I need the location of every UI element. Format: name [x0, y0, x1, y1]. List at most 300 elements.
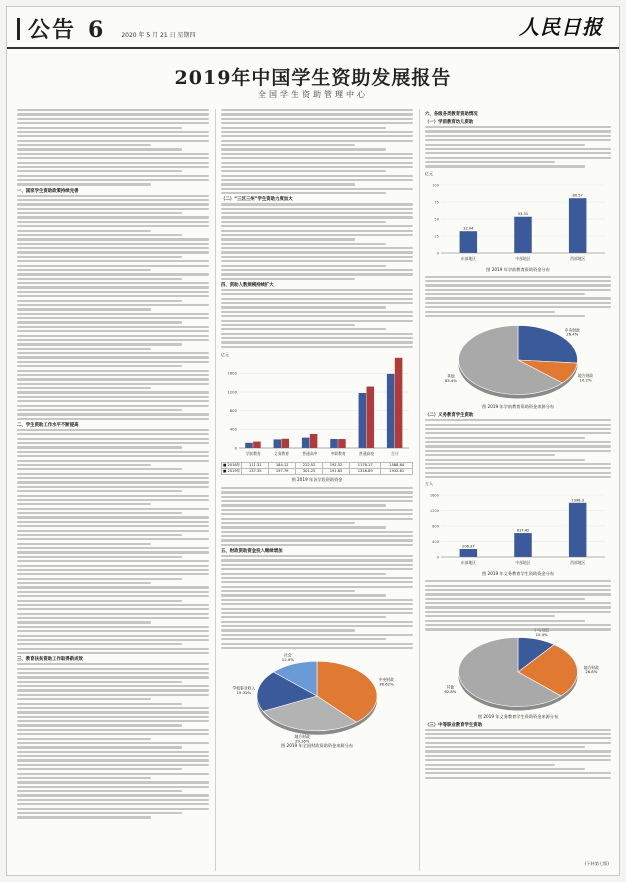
text-line [425, 152, 611, 154]
text-line [17, 378, 209, 380]
table-cell: 1178.17 [349, 462, 380, 468]
pie-value-label: 26.8% [585, 668, 598, 674]
section-heading: 四、资助人数规模持续扩大 [221, 282, 274, 288]
text-line [425, 148, 611, 150]
right-pie-chart-1-svg [425, 320, 611, 400]
page-number: 6 [88, 17, 104, 43]
data-label: 80.57 [572, 193, 583, 198]
text-line [17, 525, 209, 527]
bottom-pie-chart-svg [221, 652, 413, 744]
text-line [221, 188, 413, 190]
text-line [221, 341, 413, 343]
text-line [17, 418, 209, 420]
bar-2018年-中职教育 [330, 439, 338, 448]
x-tick-label: 普通高校 [358, 450, 375, 456]
text-line [17, 265, 209, 267]
bar-2019年-合计 [395, 358, 403, 448]
text-line [425, 289, 611, 291]
text-line [17, 269, 151, 271]
text-line [221, 131, 413, 133]
text-line [221, 157, 413, 159]
section-header [17, 13, 196, 44]
text-line [425, 750, 611, 752]
text-line [17, 153, 209, 155]
text-line [17, 330, 209, 332]
data-label: 32.04 [463, 226, 474, 231]
text-line [17, 538, 209, 540]
text-line [221, 243, 386, 245]
text-line [17, 446, 182, 448]
text-line [425, 620, 585, 622]
text-line [17, 816, 151, 818]
right-bar-chart-2 [425, 481, 611, 577]
table-cell: 111.31 [242, 462, 269, 468]
text-line [17, 512, 182, 514]
text-line [221, 599, 413, 601]
bar-2018年-普通高校 [359, 393, 367, 448]
y-tick-label: 0 [436, 250, 439, 255]
right-bar-chart-1-svg [425, 177, 611, 263]
text-line [17, 278, 182, 280]
text-line [221, 216, 413, 218]
text-line [425, 759, 611, 761]
text-line [17, 361, 209, 363]
text-line [17, 630, 209, 632]
text-line [221, 522, 355, 524]
text-line [17, 326, 209, 328]
x-tick-label: 普通高中 [302, 450, 318, 456]
text-line [425, 602, 611, 604]
text-line [425, 737, 611, 739]
section-heading: （二）义务教育学生资助 [425, 413, 474, 419]
text-line [17, 243, 209, 245]
table-cell: 1316.89 [349, 468, 380, 474]
text-line [425, 157, 611, 159]
text-line [17, 300, 182, 302]
text-line [17, 516, 209, 518]
text-line [221, 535, 413, 537]
y-tick-label: 25 [434, 233, 439, 238]
text-line [221, 504, 386, 506]
text-line [17, 746, 182, 748]
text-line [425, 476, 611, 478]
newspaper-page [6, 6, 620, 876]
text-line [17, 490, 182, 492]
text-block [17, 109, 209, 186]
text-line [425, 297, 611, 299]
text-line [221, 293, 413, 295]
text-line [17, 777, 151, 779]
table-cell: 197.79 [269, 468, 296, 474]
text-line [17, 216, 209, 218]
text-line [17, 724, 182, 726]
pie-value-label: 12.9% [281, 657, 294, 663]
issue-date: 2020 年 5 月 21 日 星期四 [121, 32, 196, 39]
page-title: 2019年中国学生资助发展报告 [174, 67, 452, 89]
text-line [221, 594, 386, 596]
text-line [221, 564, 413, 566]
text-line [17, 635, 209, 637]
text-line [17, 238, 209, 240]
text-line [17, 317, 209, 319]
text-line [17, 343, 182, 345]
text-line [17, 230, 151, 232]
bar-东部地区 [460, 231, 477, 253]
text-line [17, 251, 209, 253]
text-line [17, 808, 209, 810]
text-line [17, 208, 209, 210]
text-line [17, 759, 209, 761]
text-line [17, 604, 209, 606]
text-line [221, 311, 413, 313]
bar-2019年-普通高中 [310, 434, 318, 448]
text-line [221, 203, 413, 205]
table-cell: 137.35 [242, 468, 269, 474]
bar-2018年-普通高中 [302, 438, 310, 448]
text-line [221, 273, 413, 275]
text-block [425, 126, 611, 168]
text-line [17, 648, 209, 650]
column-2 [221, 109, 413, 749]
text-line [17, 652, 209, 654]
text-line [17, 199, 209, 201]
x-tick-label: 东部地区 [460, 560, 476, 566]
text-line [425, 580, 611, 582]
text-line [17, 486, 209, 488]
text-line [17, 286, 209, 288]
text-line [221, 289, 413, 291]
bar-中部地区 [514, 216, 531, 252]
text-line [17, 812, 182, 814]
text-line [17, 131, 209, 133]
text-line [17, 551, 209, 553]
text-line [221, 212, 413, 214]
text-line [17, 582, 151, 584]
text-line [17, 135, 209, 137]
text-line [221, 337, 413, 339]
text-line [425, 729, 611, 731]
text-line [17, 183, 151, 185]
text-line [17, 707, 209, 709]
section-heading: 一、国家学生资助政策持续完善 [17, 188, 79, 194]
text-line [17, 639, 209, 641]
text-block [17, 195, 209, 420]
text-line [221, 559, 413, 561]
text-line [17, 460, 209, 462]
text-block [425, 580, 611, 630]
y-tick-label: 1200 [429, 508, 439, 513]
bar-2018年-义务教育 [274, 439, 282, 448]
pie-value-label: 38.62% [379, 681, 394, 687]
x-tick-label: 西部地区 [570, 255, 586, 261]
text-line [17, 668, 209, 670]
text-line [425, 424, 611, 426]
text-line [17, 547, 209, 549]
text-line [17, 586, 209, 588]
text-line [425, 441, 611, 443]
text-line [17, 127, 182, 129]
text-line [17, 781, 209, 783]
section-heading: （三）中等职业教育学生资助 [425, 722, 483, 728]
text-line [425, 746, 585, 748]
text-line [17, 663, 209, 665]
bar-东部地区 [460, 549, 477, 557]
text-line [221, 629, 355, 631]
text-line [17, 569, 209, 571]
text-line [17, 175, 209, 177]
chart-data-table [221, 462, 413, 475]
text-line [17, 352, 209, 354]
right-bar-chart-1 [425, 171, 611, 273]
text-block [425, 419, 611, 478]
pie-label: 学校事业收入 [232, 685, 256, 691]
text-line [17, 799, 209, 801]
column-1 [17, 109, 209, 819]
text-line [221, 256, 413, 258]
bar-2019年-学前教育 [253, 442, 261, 448]
text-line [221, 328, 386, 330]
pie-value-label: 10.2% [579, 377, 592, 383]
text-line [17, 468, 182, 470]
text-line [221, 608, 413, 610]
text-line [221, 135, 413, 137]
text-line [17, 109, 209, 111]
text-line [425, 284, 611, 286]
bar-2019年-中职教育 [338, 439, 346, 448]
text-line [221, 586, 413, 588]
chart-unit: 万人 [425, 481, 433, 487]
table-cell: 192.52 [323, 462, 350, 468]
text-line [221, 346, 413, 348]
text-line [221, 500, 413, 502]
text-line [17, 113, 209, 115]
text-line [425, 624, 611, 626]
text-line [17, 786, 209, 788]
text-line [425, 467, 611, 469]
table-cell: 1588.64 [381, 462, 413, 468]
text-line [425, 144, 585, 146]
table-cell: 301.25 [296, 468, 323, 474]
text-line [17, 626, 209, 628]
text-line [221, 603, 413, 605]
text-line [17, 348, 151, 350]
text-line [17, 560, 209, 562]
pie-value-label: 10.4% [535, 631, 548, 637]
text-line [425, 459, 585, 461]
text-line [425, 126, 611, 128]
text-block [221, 289, 413, 348]
text-line [221, 153, 413, 155]
text-line [221, 496, 413, 498]
text-line [221, 634, 413, 636]
text-line [17, 339, 209, 341]
y-tick-label: 100 [432, 182, 439, 187]
text-line [425, 454, 555, 456]
text-line [425, 437, 585, 439]
text-line [221, 175, 413, 177]
text-line [425, 130, 611, 132]
text-line [221, 302, 413, 304]
text-line [17, 643, 182, 645]
text-line [425, 606, 611, 608]
table-row-label: ■ 2018年 [223, 462, 241, 467]
text-line [425, 302, 611, 304]
text-line [17, 600, 182, 602]
text-line [17, 234, 182, 236]
text-line [17, 613, 209, 615]
text-line [425, 772, 611, 774]
text-block [221, 555, 413, 649]
text-line [221, 265, 386, 267]
text-line [17, 751, 209, 753]
text-line [425, 472, 611, 474]
text-line [221, 234, 413, 236]
pie-value-label: 19.32% [236, 689, 252, 695]
text-line [17, 608, 209, 610]
text-line [17, 387, 151, 389]
right-pie-chart-2 [425, 631, 611, 720]
bar-2018年-学前教育 [245, 443, 253, 448]
chart-title: 图 2019 年学前教育资助资金分布 [486, 266, 550, 272]
text-line [221, 113, 413, 115]
text-line [17, 543, 151, 545]
text-line [425, 165, 585, 167]
text-line [17, 621, 151, 623]
data-label: 206.37 [462, 544, 475, 549]
pie-value-label: 29.16% [294, 738, 310, 744]
page-author: 全国学生资助管理中心 [258, 90, 368, 99]
section-heading: 三、教育扶贫资助工作取得新成效 [17, 657, 83, 663]
text-line [17, 166, 209, 168]
x-tick-label: 中部地区 [515, 255, 531, 261]
text-line [221, 518, 413, 520]
text-line [221, 324, 355, 326]
text-line [17, 464, 151, 466]
section-heading: 五、财政资助资金投入继续增加 [221, 549, 283, 554]
text-block [221, 203, 413, 280]
pie-label: 中央财政 [378, 677, 394, 683]
text-line [17, 451, 209, 453]
text-line [17, 595, 209, 597]
text-line [425, 742, 611, 744]
data-label: 1398.3 [571, 498, 584, 503]
text-line [221, 140, 413, 142]
text-line [17, 118, 209, 120]
text-line [17, 356, 209, 358]
text-block [425, 276, 611, 318]
text-line [425, 311, 555, 313]
text-line [17, 374, 209, 376]
text-line [425, 276, 611, 278]
table-cell: 222.52 [296, 462, 323, 468]
text-line [425, 432, 611, 434]
text-line [17, 335, 209, 337]
text-line [17, 413, 209, 415]
text-line [17, 162, 209, 164]
text-line [221, 225, 413, 227]
text-line [221, 320, 413, 322]
text-line [17, 400, 209, 402]
section-heading: 二、学生资助工作水平不断提高 [17, 422, 79, 428]
y-tick-label: 0 [234, 445, 237, 451]
text-line [221, 122, 413, 124]
x-tick-label: 中职教育 [330, 450, 346, 456]
chart-unit: 亿元 [221, 351, 229, 357]
text-line [221, 179, 413, 181]
text-line [17, 503, 151, 505]
table-row-label: ■ 2019年 [223, 468, 241, 473]
right-pie-chart-1 [425, 320, 611, 410]
text-line [221, 166, 413, 168]
text-line [17, 794, 209, 796]
pie-label: 社会 [284, 652, 292, 658]
y-tick-label: 800 [229, 407, 237, 413]
section-bar-icon [17, 18, 20, 40]
text-line [17, 195, 209, 197]
text-line [17, 473, 209, 475]
text-line [221, 333, 413, 335]
text-line [221, 148, 386, 150]
text-line [221, 491, 413, 493]
pie-value-label: 26.4% [566, 331, 579, 337]
table-row [222, 468, 413, 474]
text-block [17, 429, 209, 654]
text-line [221, 230, 413, 232]
text-line [17, 260, 209, 262]
y-tick-label: 1200 [227, 389, 237, 395]
text-line [17, 321, 182, 323]
right-bar-chart-2-svg [425, 487, 611, 567]
text-line [17, 742, 209, 744]
chart-title: 图 2019 年学前教育资助资金来源分布 [482, 404, 554, 410]
text-line [221, 269, 413, 271]
text-line [221, 643, 413, 645]
text-line [17, 157, 209, 159]
pie-label: 地方财政 [583, 664, 599, 670]
text-line [17, 313, 209, 315]
text-line [17, 365, 182, 367]
x-tick-label: 东部地区 [460, 255, 476, 261]
text-line [17, 405, 209, 407]
text-line [221, 315, 413, 317]
chart-unit: 亿元 [425, 170, 433, 176]
text-line [221, 247, 413, 249]
text-line [17, 689, 209, 691]
text-line [17, 295, 209, 297]
text-line [17, 499, 209, 501]
text-block [221, 487, 413, 546]
text-line [425, 611, 611, 613]
y-tick-label: 0 [436, 555, 439, 560]
text-line [425, 280, 611, 282]
text-line [17, 273, 209, 275]
text-line [17, 768, 182, 770]
text-line [221, 513, 413, 515]
text-line [221, 581, 413, 583]
text-line [17, 391, 209, 393]
text-line [221, 109, 413, 111]
y-tick-label: 1600 [227, 370, 237, 376]
text-line [17, 179, 209, 181]
text-line [221, 621, 413, 623]
x-tick-label: 西部地区 [570, 560, 586, 566]
text-line [425, 755, 611, 757]
text-line [425, 463, 611, 465]
pie-label: 中央财政 [564, 327, 580, 333]
text-line [221, 298, 413, 300]
section-heading: （一）学前教育幼儿资助 [425, 120, 474, 125]
y-tick-label: 1600 [429, 493, 439, 498]
